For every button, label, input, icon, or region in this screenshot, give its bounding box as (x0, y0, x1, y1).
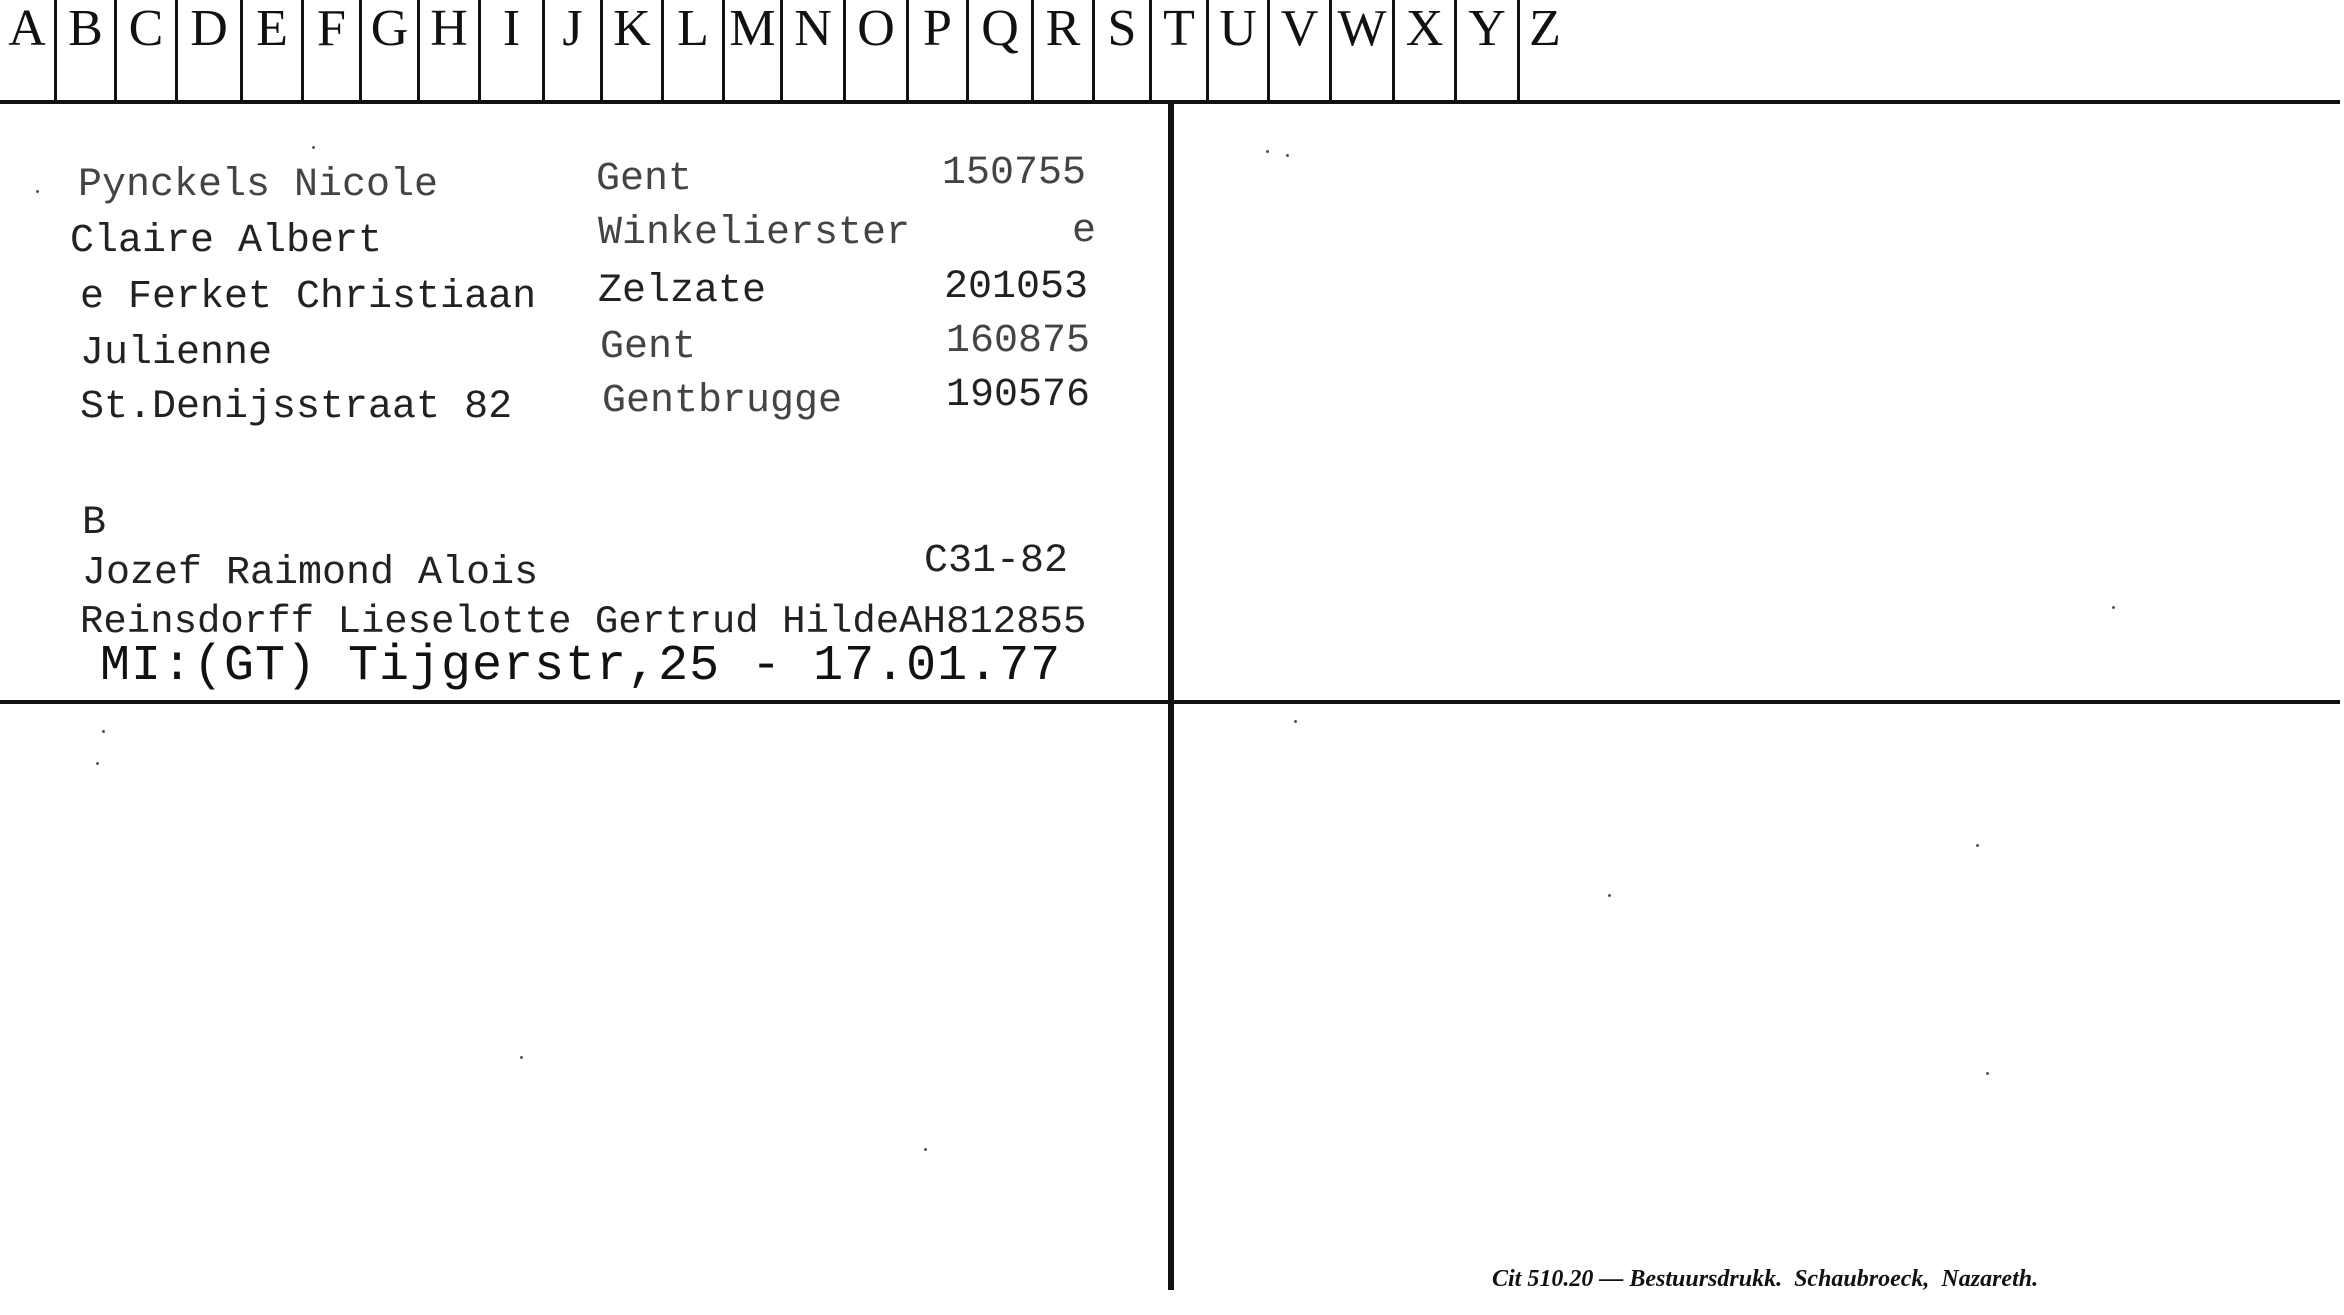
alpha-tab-h: H (430, 0, 468, 57)
scan-speck (102, 730, 105, 733)
alpha-tab-g: G (370, 0, 409, 57)
center-vertical-rule (1168, 100, 1174, 1290)
spouse-name: Jozef Raimond Alois (82, 551, 539, 596)
alpha-tab-x: X (1405, 0, 1444, 57)
alpha-tab-v: V (1280, 0, 1319, 57)
record-place-line: Gent (600, 325, 697, 370)
alpha-tab-i: I (502, 0, 521, 57)
scan-speck (1986, 1072, 1989, 1075)
alpha-tab-f: F (317, 0, 346, 57)
record-place-line: Gent (596, 157, 693, 202)
scan-speck (1976, 844, 1979, 847)
alpha-tab-l: L (677, 0, 709, 57)
alpha-tab-s: S (1107, 0, 1137, 57)
record-place-line: Zelzate (598, 269, 767, 314)
record-name-line: Pynckels Nicole (78, 163, 439, 208)
scan-speck (96, 762, 99, 765)
alpha-tab-j: J (562, 0, 583, 57)
record-code-line: 160875 (946, 319, 1091, 364)
printer-footer: Cit 510.20 — Bestuursdrukk. Schaubroeck, Nazareth. (1492, 1266, 2039, 1292)
parents-line: Reinsdorff Lieselotte Gertrud HildeAH812855 (80, 600, 1087, 644)
record-place-line: Gentbrugge (602, 379, 843, 424)
record-code-line: 201053 (944, 265, 1089, 310)
alpha-tab-y: Y (1468, 0, 1506, 57)
record-code-line: 190576 (946, 373, 1091, 418)
spouse-code: C31-82 (924, 539, 1069, 584)
alpha-tab-c: C (128, 0, 164, 57)
scan-speck (1294, 720, 1297, 723)
alpha-tab-b: B (68, 0, 103, 57)
alpha-tab-o: O (857, 0, 895, 57)
alpha-tab-a: A (8, 0, 46, 57)
alpha-tab-t: T (1163, 0, 1195, 57)
scan-speck (36, 190, 39, 193)
section-letter: B (82, 501, 107, 546)
scan-speck (1286, 154, 1289, 157)
alpha-tab-k: K (613, 0, 651, 57)
alpha-tab-w: W (1337, 0, 1387, 57)
alpha-tab-q: Q (981, 0, 1019, 57)
record-name-line: Claire Albert (70, 219, 383, 264)
record-place-line: Winkelierster (598, 211, 911, 256)
alphabet-index-strip (0, 0, 2340, 102)
scan-speck (312, 146, 315, 149)
alpha-tab-e: E (256, 0, 288, 57)
scan-speck (924, 1148, 927, 1151)
scan-speck (2112, 606, 2115, 609)
alpha-tab-r: R (1045, 0, 1081, 57)
alpha-tab-z: Z (1529, 0, 1561, 57)
record-name-line: Julienne (80, 331, 273, 376)
record-code-line: 150755 (942, 151, 1087, 196)
alpha-tab-d: D (190, 0, 228, 57)
scan-speck (520, 1056, 523, 1059)
scan-speck (1266, 150, 1269, 153)
address-stamp: MI:(GT) Tijgerstr,25 - 17.01.77 (100, 638, 1062, 695)
alpha-tab-u: U (1219, 0, 1257, 57)
center-horizontal-rule (0, 700, 2340, 704)
scan-speck (1608, 894, 1611, 897)
alpha-tab-n: N (794, 0, 832, 57)
record-code-line: e (1072, 209, 1097, 254)
record-name-line: e Ferket Christiaan (80, 275, 537, 320)
record-name-line: St.Denijsstraat 82 (80, 385, 513, 430)
alpha-tab-m: M (729, 0, 776, 57)
alpha-tab-p: P (923, 0, 952, 57)
